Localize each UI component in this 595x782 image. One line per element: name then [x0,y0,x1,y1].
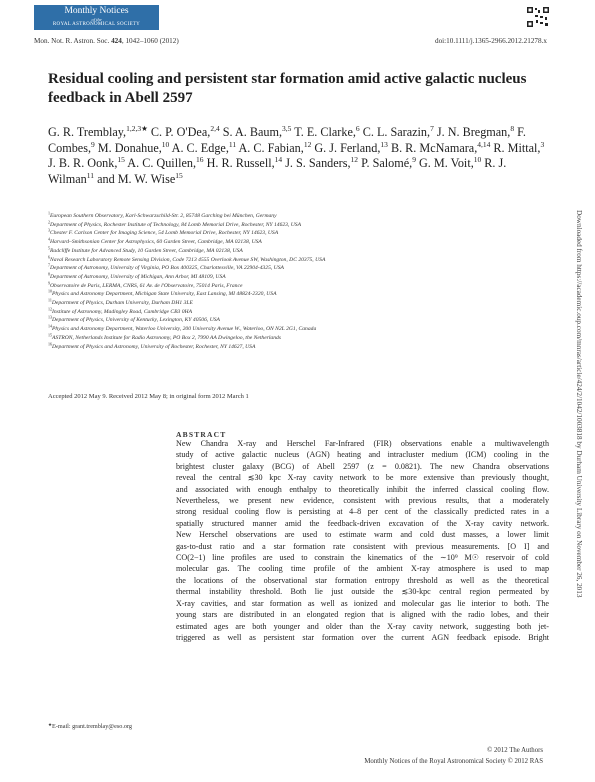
footnote: ★E-mail: grant.tremblay@eso.org [48,722,133,730]
copyright-society: Monthly Notices of the Royal Astronomical Society © 2012 RAS [364,758,543,765]
affiliation-text: Department of Physics, University of Kentucky, Lexington, KY 40506, USA [52,317,220,324]
author: J. B. R. Oonk, [48,156,118,171]
abstract-line: strong residual cooling flow is persisting at 4–8 per cent of the classically predicted rates in a [176,507,549,517]
banner-line-1: Monthly Notices [64,6,129,16]
download-notice: Downloaded from https://academic.oup.com/mnras/article/424/2/1042/1003818 by Durham University Library on November 26, 2013 [575,210,583,598]
affiliation-number: 11 [48,297,52,303]
affiliation [48,290,528,299]
affiliation [48,256,528,265]
affiliation-number: 5 [48,245,50,251]
author: G. R. Tremblay, [48,125,127,139]
affiliation [48,238,528,247]
affiliation-text: Department of Physics and Astronomy, University of Rochester, Rochester, NY 14627, USA [52,343,256,350]
affiliation-list [48,212,528,351]
affiliation [48,308,528,317]
abstract-line: young stars are distributed in an elongated region that is aligned with the radio lobes, and their [176,610,549,620]
author: G. M. Voit, [419,156,474,171]
qr-code-icon [526,6,550,28]
author-list [48,125,548,187]
author: A. C. Fabian, [238,140,304,155]
affiliation-number: 9 [48,280,50,286]
author-affiliation-mark: 16 [196,155,204,165]
affiliation-text: Department of Physics, Durham University, Durham DH1 3LE [51,300,193,307]
affiliation [48,273,528,282]
author: R. J. Wilman [48,156,507,186]
affiliation [48,343,528,352]
journal-banner [34,5,159,30]
author-affiliation-mark: 8 [510,124,515,133]
author-affiliation-mark: 3 [540,139,545,149]
abstract-line: spatially structured manner amid the feedback-driven excavation of the X-ray cavity network. [176,518,549,528]
abstract-line: brightest cluster galaxy (BCG) of Abell 2597 (z = 0.0821). The new Chandra observations [176,461,549,471]
author-affiliation-mark: 10 [473,155,482,165]
copyright-authors: © 2012 The Authors [487,747,543,754]
affiliation-number: 6 [48,254,50,260]
affiliation-text: Department of Physics, Rochester Institute of Technology, 84 Lomb Memorial Drive, Rochester, NY 14623, USA [50,221,302,228]
author: C. L. Sarazin, [362,125,431,139]
author: G. J. Ferland, [314,140,381,155]
affiliation-text: European Southern Observatory, Karl-Schwarzschild-Str. 2, 85748 Garching bei München, Germany [50,213,277,219]
author: and M. W. Wise [97,171,176,186]
author-affiliation-mark: 11 [228,139,237,149]
affiliation [48,212,528,221]
affiliation-text: Physics and Astronomy Department, Waterloo University, 200 University Avenue W., Waterloo, ON N2L 2G1, Canada [52,326,317,333]
citation: Mon. Not. R. Astron. Soc. 424, 1042–1060 (2012) [34,37,179,45]
abstract-line: gas-to-dust ratio and a star formation rate consistent with previous measurements. [O I] and [176,541,549,551]
abstract-line: thermal instability threshold. Both lie just outside the ≲30-kpc central region permeated by [176,587,549,597]
affiliation-text: Department of Astronomy, University of Virginia, PO Box 400325, Charlottesville, VA 22904-4325, USA [50,265,284,272]
affiliation-number: 7 [48,262,50,268]
affiliation-number: 1 [48,210,50,216]
paper-title: Residual cooling and persistent star formation amid active galactic nucleus feedback in Abell 2597 [48,71,527,106]
affiliation [48,334,528,343]
affiliation [48,282,528,291]
author-affiliation-mark: 13 [380,139,388,149]
abstract-line: Nevertheless, we present new evidence, consistent with previous results, that a moderately [176,496,549,506]
affiliation [48,316,528,325]
author-affiliation-mark: 9 [91,139,95,149]
abstract-line: X-ray cavities, and star formation as well as ionized and molecular gas lie interior to both. The [176,598,549,608]
author-affiliation-mark: 9 [412,155,416,165]
banner-line-3: ROYAL ASTRONOMICAL SOCIETY [52,22,141,27]
abstract-line: the locations of the observational star formation entropy threshold as well as the theoretical [176,575,549,585]
affiliation-text: Chester F. Carlson Center for Imaging Science, 54 Lomb Memorial Drive, Rochester, NY 14623, USA [50,230,279,237]
affiliation-text: Harvard–Smithsonian Center for Astrophysics, 60 Garden Street, Cambridge, MA 02138, USA [50,239,262,246]
abstract-line: CO(2−1) line profiles are used to constrain the kinematics of the ∼10⁹ M☉ reservoir of cold [176,553,549,563]
author: A. C. Edge, [171,140,229,155]
affiliation-number: 3 [48,227,50,233]
author-affiliation-mark: 15 [117,155,125,165]
author-affiliation-mark: 2,4 [210,124,220,133]
author: P. Salomé, [361,156,413,171]
banner-line-2: of the [91,17,102,22]
abstract-heading: ABSTRACT [176,430,227,439]
author: M. Donahue, [97,140,162,155]
author-affiliation-mark: 12 [303,139,312,149]
author-affiliation-mark: 11 [86,170,95,180]
abstract-body [176,438,549,643]
author: C. P. O'Dea, [150,125,211,139]
abstract-line: estimated ages are both younger and older than the X-ray cavity network, suggesting both jet- [176,621,549,631]
abstract-line: reveal the central ≲30 kpc X-ray cavity network to be more extensive than previously thought, [176,473,549,483]
affiliation-text: ASTRON, Netherlands Institute for Radio Astronomy, PO Box 2, 7990 AA Dwingeloo, the Netherlands [52,334,281,341]
author: R. Mittal, [493,140,541,155]
affiliation-number: 4 [48,236,50,242]
author-affiliation-mark: 10 [161,139,170,149]
abstract-line: molecular gas. The cooling time profile of the ambient X-ray atmosphere is used to map [176,564,549,574]
affiliation [48,264,528,273]
affiliation [48,247,528,256]
affiliation-text: Radcliffe Institute for Advanced Study, 10 Garden Street, Cambridge, MA 02138, USA [50,247,243,254]
author-affiliation-mark: 4,14 [477,139,491,149]
author: T. E. Clarke, [294,125,356,139]
affiliation-number: 13 [48,314,52,320]
affiliation [48,229,528,238]
affiliation-text: Department of Astronomy, University of Michigan, Ann Arbor, MI 48109, USA [50,273,226,280]
author: B. R. McNamara, [390,140,478,155]
author: J. N. Bregman, [436,125,511,139]
affiliation-text: Physics and Astronomy Department, Michigan State University, East Lansing, MI 48824-2320, USA [52,291,277,298]
affiliation-text: Naval Research Laboratory Remote Sensing Division, Code 7213 4555 Overlook Avenue SW, Washington, DC 20375, USA [50,256,326,263]
affiliation-number: 15 [48,332,52,338]
affiliation-number: 16 [48,341,52,347]
abstract-line: study of active galactic nucleus (AGN) heating and intracluster medium (ICM) cooling in the [176,450,549,460]
affiliation [48,325,528,334]
abstract-line: New Chandra X-ray and Herschel Far-Infrared (FIR) observations enable a multiwavelength [176,439,549,448]
author-affiliation-mark: 1,2,3★ [126,124,148,133]
affiliation-number: 2 [48,219,50,225]
author-affiliation-mark: 15 [175,170,183,180]
author: J. S. Sanders, [285,156,351,171]
affiliation-number: 10 [48,288,52,294]
doi: doi:10.1111/j.1365-2966.2012.21278.x [434,37,547,45]
author: S. A. Baum, [222,125,282,139]
affiliation-number: 14 [48,323,52,329]
accepted-dates: Accepted 2012 May 9. Received 2012 May 8; in original form 2012 March 1 [48,393,249,400]
author: H. R. Russell, [206,156,275,171]
affiliation [48,221,528,230]
abstract-line: and associated with enough enthalpy to theoretically inhibit the inferred classical cooling flow. [176,484,549,494]
affiliation [48,299,528,308]
abstract-line: triggered as well as persistent star formation over the current AGN feedback episode. Bright [176,632,549,642]
author-affiliation-mark: 12 [350,155,359,165]
affiliation-text: Institute of Astronomy, Madingley Road, Cambridge CB3 0HA [52,308,192,315]
author: F. Combes, [48,125,526,155]
author-affiliation-mark: 7 [430,124,434,133]
abstract-line: New Herschel observations are used to estimate warm and cold dust masses, a lower limit [176,530,549,540]
affiliation-number: 12 [48,306,52,312]
affiliation-number: 8 [48,271,50,277]
affiliation-text: Observatoire de Paris, LERMA, CNRS, 61 Av. de l'Observatoire, 75014 Paris, France [50,282,243,289]
author-affiliation-mark: 14 [274,155,283,165]
author-affiliation-mark: 6 [355,124,360,133]
author: A. C. Quillen, [127,156,197,171]
author-affiliation-mark: 3,5 [282,124,292,133]
volume: 424 [111,37,122,45]
